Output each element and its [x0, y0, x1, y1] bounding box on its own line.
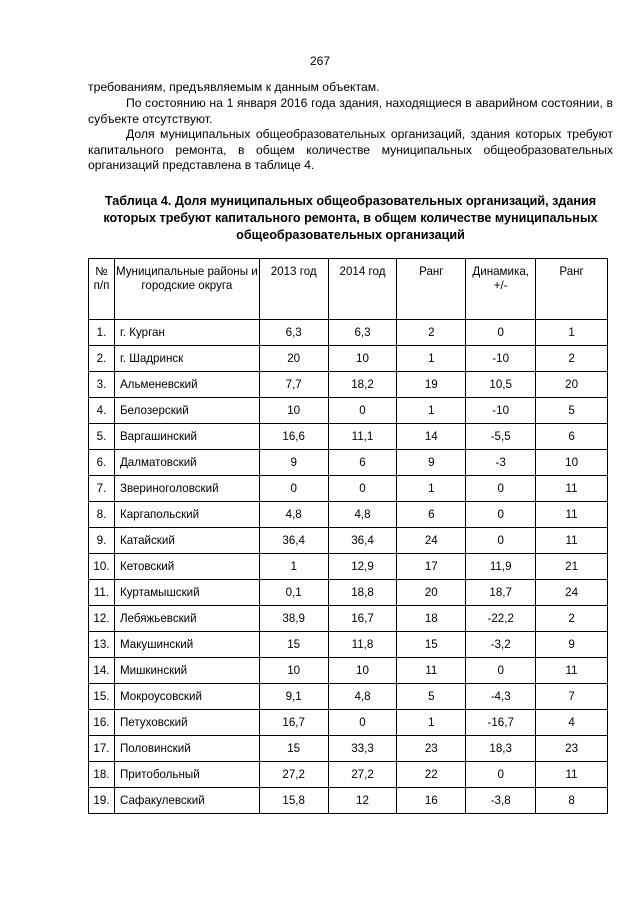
cell-index: 15.	[89, 684, 115, 710]
cell-2013: 10	[259, 658, 328, 684]
cell-2013: 0	[259, 476, 328, 502]
cell-dynamics: -4,3	[466, 684, 536, 710]
cell-dynamics: 18,7	[466, 580, 536, 606]
cell-2013: 20	[259, 346, 328, 372]
cell-district: г. Курган	[114, 320, 259, 346]
cell-2014: 36,4	[328, 528, 397, 554]
cell-2014: 18,8	[328, 580, 397, 606]
cell-2014: 27,2	[328, 762, 397, 788]
cell-index: 4.	[89, 398, 115, 424]
cell-2013: 38,9	[259, 606, 328, 632]
cell-rank-dynamics: 11	[536, 762, 608, 788]
cell-dynamics: 11,9	[466, 554, 536, 580]
cell-dynamics: -22,2	[466, 606, 536, 632]
cell-district: Мишкинский	[114, 658, 259, 684]
header-rank: Ранг	[397, 259, 466, 320]
cell-dynamics: -3,2	[466, 632, 536, 658]
cell-2013: 1	[259, 554, 328, 580]
cell-district: Лебяжьевский	[114, 606, 259, 632]
cell-rank-dynamics: 5	[536, 398, 608, 424]
cell-2013: 9	[259, 450, 328, 476]
cell-dynamics: -10	[466, 398, 536, 424]
cell-rank: 23	[397, 736, 466, 762]
cell-rank-dynamics: 10	[536, 450, 608, 476]
table-row	[89, 710, 608, 736]
table-row	[89, 580, 608, 606]
cell-rank: 15	[397, 632, 466, 658]
cell-rank-dynamics: 2	[536, 606, 608, 632]
cell-rank: 20	[397, 580, 466, 606]
cell-rank: 1	[397, 476, 466, 502]
header-rank-dynamics: Ранг	[536, 259, 608, 320]
cell-dynamics: -3,8	[466, 788, 536, 814]
cell-district: Далматовский	[114, 450, 259, 476]
cell-dynamics: 10,5	[466, 372, 536, 398]
cell-2014: 12,9	[328, 554, 397, 580]
cell-district: Мокроусовский	[114, 684, 259, 710]
cell-2014: 10	[328, 346, 397, 372]
cell-rank-dynamics: 21	[536, 554, 608, 580]
cell-dynamics: -3	[466, 450, 536, 476]
cell-2014: 0	[328, 398, 397, 424]
table-row	[89, 658, 608, 684]
cell-district: Кетовский	[114, 554, 259, 580]
cell-2014: 0	[328, 710, 397, 736]
table-row	[89, 788, 608, 814]
table-row	[89, 424, 608, 450]
cell-rank-dynamics: 1	[536, 320, 608, 346]
cell-index: 13.	[89, 632, 115, 658]
cell-rank: 17	[397, 554, 466, 580]
cell-2013: 0,1	[259, 580, 328, 606]
cell-2014: 33,3	[328, 736, 397, 762]
cell-district: Петуховский	[114, 710, 259, 736]
table-row	[89, 632, 608, 658]
cell-dynamics: -16,7	[466, 710, 536, 736]
cell-rank-dynamics: 7	[536, 684, 608, 710]
cell-2013: 16,6	[259, 424, 328, 450]
cell-district: Притобольный	[114, 762, 259, 788]
cell-district: г. Шадринск	[114, 346, 259, 372]
cell-index: 18.	[89, 762, 115, 788]
cell-rank: 24	[397, 528, 466, 554]
cell-rank-dynamics: 11	[536, 658, 608, 684]
cell-rank-dynamics: 2	[536, 346, 608, 372]
table-row	[89, 450, 608, 476]
paragraph-continuation: требованиям, предъявляемым к данным объектам.	[88, 80, 380, 94]
cell-2014: 6	[328, 450, 397, 476]
table-row	[89, 762, 608, 788]
cell-rank: 18	[397, 606, 466, 632]
cell-district: Сафакулевский	[114, 788, 259, 814]
cell-rank: 14	[397, 424, 466, 450]
cell-index: 1.	[89, 320, 115, 346]
cell-district: Звериноголовский	[114, 476, 259, 502]
cell-index: 3.	[89, 372, 115, 398]
cell-district: Альменевский	[114, 372, 259, 398]
cell-index: 5.	[89, 424, 115, 450]
cell-rank-dynamics: 23	[536, 736, 608, 762]
cell-rank: 19	[397, 372, 466, 398]
table-row	[89, 684, 608, 710]
cell-dynamics: -5,5	[466, 424, 536, 450]
cell-index: 10.	[89, 554, 115, 580]
cell-rank-dynamics: 11	[536, 528, 608, 554]
cell-dynamics: 0	[466, 502, 536, 528]
cell-rank: 6	[397, 502, 466, 528]
cell-index: 11.	[89, 580, 115, 606]
paragraph-emergency-buildings: По состоянию на 1 января 2016 года здания, находящиеся в аварийном состоянии, в субъекте отсутствуют.	[88, 96, 613, 126]
cell-index: 7.	[89, 476, 115, 502]
cell-rank: 5	[397, 684, 466, 710]
paragraph-table-intro: Доля муниципальных общеобразовательных организаций, здания которых требуют капитального ремонта, в общем количестве муниципальных общеобразовательных организаций представлена в таблице 4.	[88, 127, 613, 173]
table-row	[89, 346, 608, 372]
cell-2014: 4,8	[328, 684, 397, 710]
cell-2013: 10	[259, 398, 328, 424]
header-index: № п/п	[89, 259, 115, 320]
header-dynamics: Динамика, +/-	[466, 259, 536, 320]
table-row	[89, 736, 608, 762]
cell-district: Куртамышский	[114, 580, 259, 606]
cell-dynamics: 0	[466, 762, 536, 788]
cell-district: Варгашинский	[114, 424, 259, 450]
cell-rank-dynamics: 4	[536, 710, 608, 736]
cell-2013: 27,2	[259, 762, 328, 788]
cell-2014: 16,7	[328, 606, 397, 632]
cell-2013: 6,3	[259, 320, 328, 346]
cell-index: 8.	[89, 502, 115, 528]
cell-2014: 6,3	[328, 320, 397, 346]
data-table	[88, 258, 608, 814]
table-row	[89, 398, 608, 424]
table-row	[89, 320, 608, 346]
cell-rank-dynamics: 11	[536, 476, 608, 502]
cell-dynamics: 18,3	[466, 736, 536, 762]
cell-dynamics: -10	[466, 346, 536, 372]
cell-2013: 36,4	[259, 528, 328, 554]
cell-rank: 1	[397, 346, 466, 372]
table-caption: Таблица 4. Доля муниципальных общеобразовательных организаций, здания которых требуют капитального ремонта, в общем количестве муниципальных общеобразовательных организаций	[103, 194, 598, 242]
cell-district: Каргапольский	[114, 502, 259, 528]
cell-dynamics: 0	[466, 320, 536, 346]
table-row	[89, 502, 608, 528]
cell-rank-dynamics: 11	[536, 502, 608, 528]
cell-index: 12.	[89, 606, 115, 632]
cell-rank: 1	[397, 398, 466, 424]
cell-index: 2.	[89, 346, 115, 372]
header-2014: 2014 год	[328, 259, 397, 320]
cell-rank: 9	[397, 450, 466, 476]
cell-dynamics: 0	[466, 528, 536, 554]
cell-rank-dynamics: 8	[536, 788, 608, 814]
cell-2013: 4,8	[259, 502, 328, 528]
cell-2014: 10	[328, 658, 397, 684]
cell-2014: 0	[328, 476, 397, 502]
cell-district: Макушинский	[114, 632, 259, 658]
cell-district: Белозерский	[114, 398, 259, 424]
cell-rank: 1	[397, 710, 466, 736]
cell-2014: 12	[328, 788, 397, 814]
cell-2013: 16,7	[259, 710, 328, 736]
cell-index: 14.	[89, 658, 115, 684]
cell-index: 17.	[89, 736, 115, 762]
table-header-row	[89, 259, 608, 320]
table-row	[89, 528, 608, 554]
cell-rank-dynamics: 9	[536, 632, 608, 658]
table-row	[89, 606, 608, 632]
header-district: Муниципальные районы и городские округа	[114, 259, 259, 320]
cell-district: Половинский	[114, 736, 259, 762]
table-row	[89, 476, 608, 502]
cell-2013: 15	[259, 632, 328, 658]
cell-rank: 22	[397, 762, 466, 788]
cell-index: 6.	[89, 450, 115, 476]
cell-dynamics: 0	[466, 658, 536, 684]
cell-rank: 2	[397, 320, 466, 346]
cell-dynamics: 0	[466, 476, 536, 502]
cell-2014: 11,8	[328, 632, 397, 658]
cell-rank: 16	[397, 788, 466, 814]
cell-rank-dynamics: 6	[536, 424, 608, 450]
cell-2014: 11,1	[328, 424, 397, 450]
cell-2013: 15	[259, 736, 328, 762]
page-number: 267	[309, 54, 331, 68]
cell-2013: 7,7	[259, 372, 328, 398]
table-row	[89, 554, 608, 580]
cell-2014: 18,2	[328, 372, 397, 398]
cell-district: Катайский	[114, 528, 259, 554]
cell-rank: 11	[397, 658, 466, 684]
cell-index: 16.	[89, 710, 115, 736]
cell-index: 9.	[89, 528, 115, 554]
cell-2014: 4,8	[328, 502, 397, 528]
header-2013: 2013 год	[259, 259, 328, 320]
cell-2013: 15,8	[259, 788, 328, 814]
cell-rank-dynamics: 24	[536, 580, 608, 606]
cell-2013: 9,1	[259, 684, 328, 710]
table-row	[89, 372, 608, 398]
cell-rank-dynamics: 20	[536, 372, 608, 398]
cell-index: 19.	[89, 788, 115, 814]
